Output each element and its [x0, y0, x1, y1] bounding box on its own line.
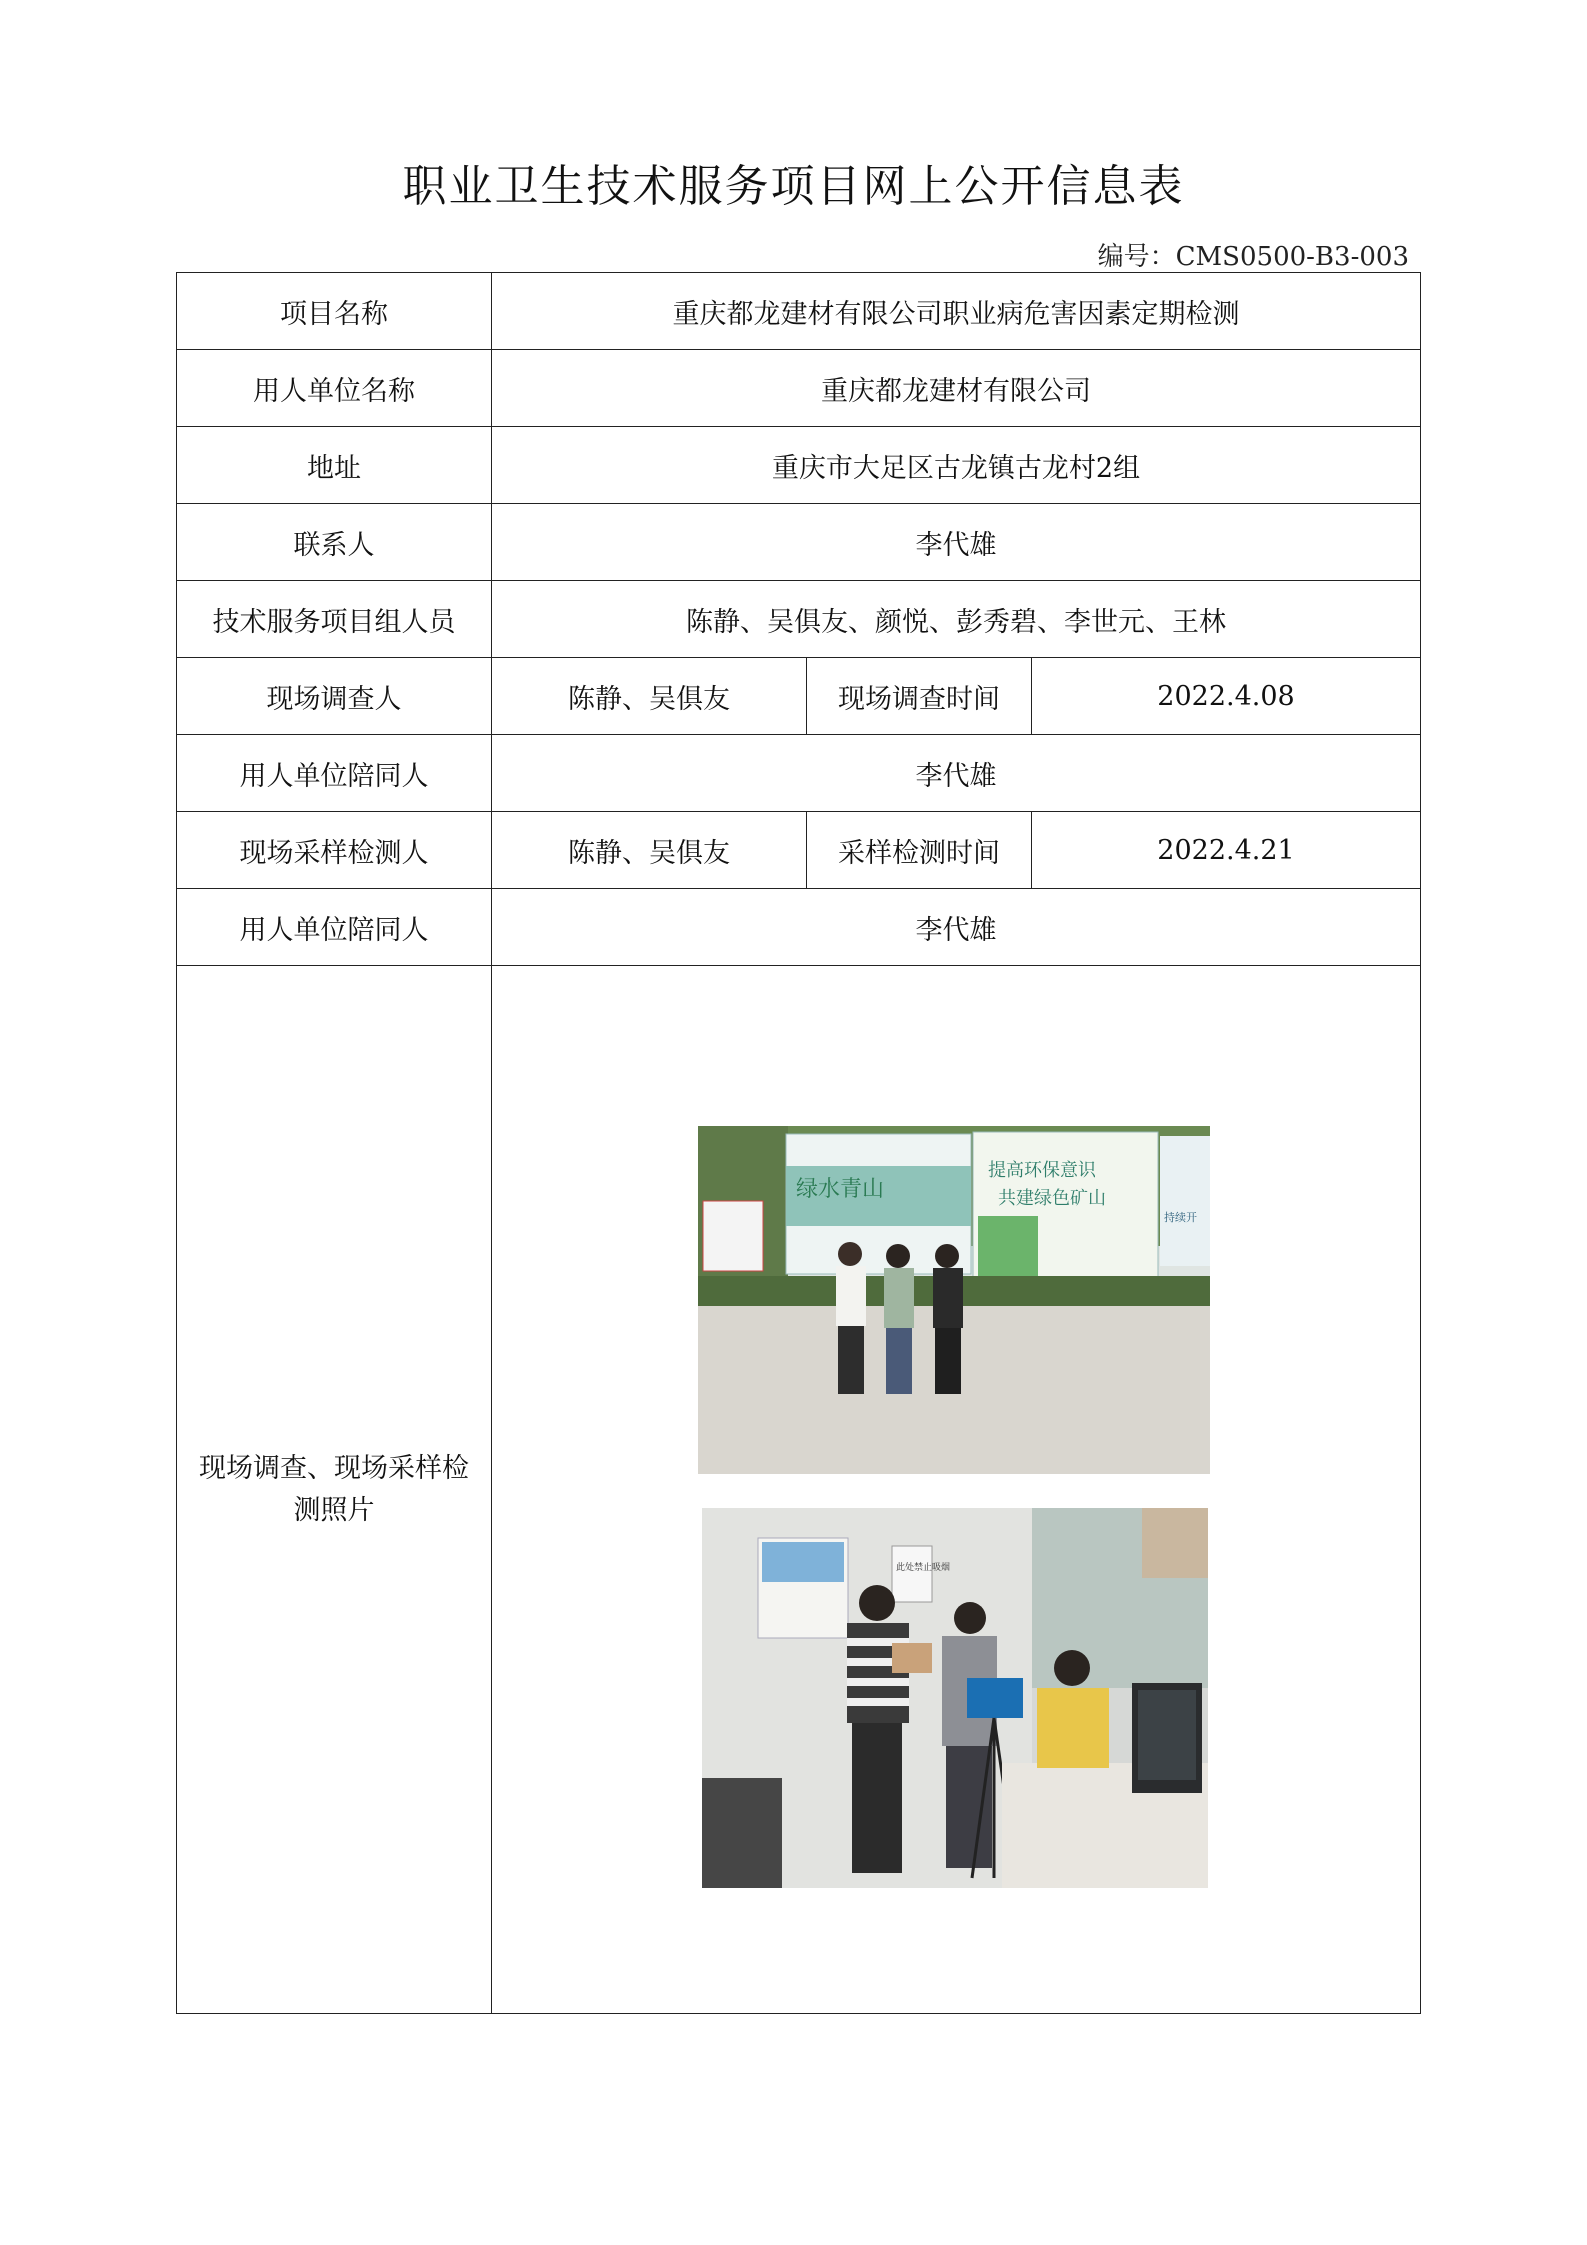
row-project-name	[177, 273, 1421, 350]
survey-time-value: 2022.4.08	[1032, 658, 1421, 735]
team-value: 陈静、吴俱友、颜悦、彭秀碧、李世元、王林	[492, 581, 1421, 658]
sampling-person-label: 现场采样检测人	[177, 812, 492, 889]
billboard-left-text: 绿水青山	[796, 1177, 885, 1202]
indoor-sampling-photo	[702, 1508, 1208, 1888]
survey-time-label: 现场调查时间	[807, 658, 1032, 735]
contact-value: 李代雄	[492, 504, 1421, 581]
employer-name-label: 用人单位名称	[177, 350, 492, 427]
team-label: 技术服务项目组人员	[177, 581, 492, 658]
row-employer-name	[177, 350, 1421, 427]
contact-label: 联系人	[177, 504, 492, 581]
sampling-person-value: 陈静、吴俱友	[492, 812, 807, 889]
companion-1-label: 用人单位陪同人	[177, 735, 492, 812]
row-contact	[177, 504, 1421, 581]
row-photos	[177, 966, 1421, 2014]
document-number: 编号：CMS0500-B3-003	[1097, 242, 1409, 272]
row-address	[177, 427, 1421, 504]
sampling-time-label: 采样检测时间	[807, 812, 1032, 889]
companion-2-label: 用人单位陪同人	[177, 889, 492, 966]
survey-person-value: 陈静、吴俱友	[492, 658, 807, 735]
project-name-label: 项目名称	[177, 273, 492, 350]
row-team	[177, 581, 1421, 658]
outdoor-team-photo	[698, 1126, 1210, 1474]
billboard-right-text-2: 共建绿色矿山	[998, 1188, 1106, 1209]
companion-2-value: 李代雄	[492, 889, 1421, 966]
row-sampling	[177, 812, 1421, 889]
wall-sign-text: 此处禁止吸烟	[896, 1563, 951, 1573]
project-name-value: 重庆都龙建材有限公司职业病危害因素定期检测	[492, 273, 1421, 350]
billboard-right-text-1: 提高环保意识	[988, 1160, 1096, 1181]
row-companion-1	[177, 735, 1421, 812]
survey-person-label: 现场调查人	[177, 658, 492, 735]
companion-1-value: 李代雄	[492, 735, 1421, 812]
row-survey	[177, 658, 1421, 735]
address-value: 重庆市大足区古龙镇古龙村2组	[492, 427, 1421, 504]
employer-name-value: 重庆都龙建材有限公司	[492, 350, 1421, 427]
row-companion-2	[177, 889, 1421, 966]
address-label: 地址	[177, 427, 492, 504]
photos-cell	[492, 966, 1421, 2014]
photos-label: 现场调查、现场采样检测照片	[177, 966, 492, 2014]
info-table	[176, 272, 1421, 2014]
billboard-far-right-text: 持续开	[1164, 1211, 1197, 1224]
document-title: 职业卫生技术服务项目网上公开信息表	[402, 161, 1185, 212]
sampling-time-value: 2022.4.21	[1032, 812, 1421, 889]
